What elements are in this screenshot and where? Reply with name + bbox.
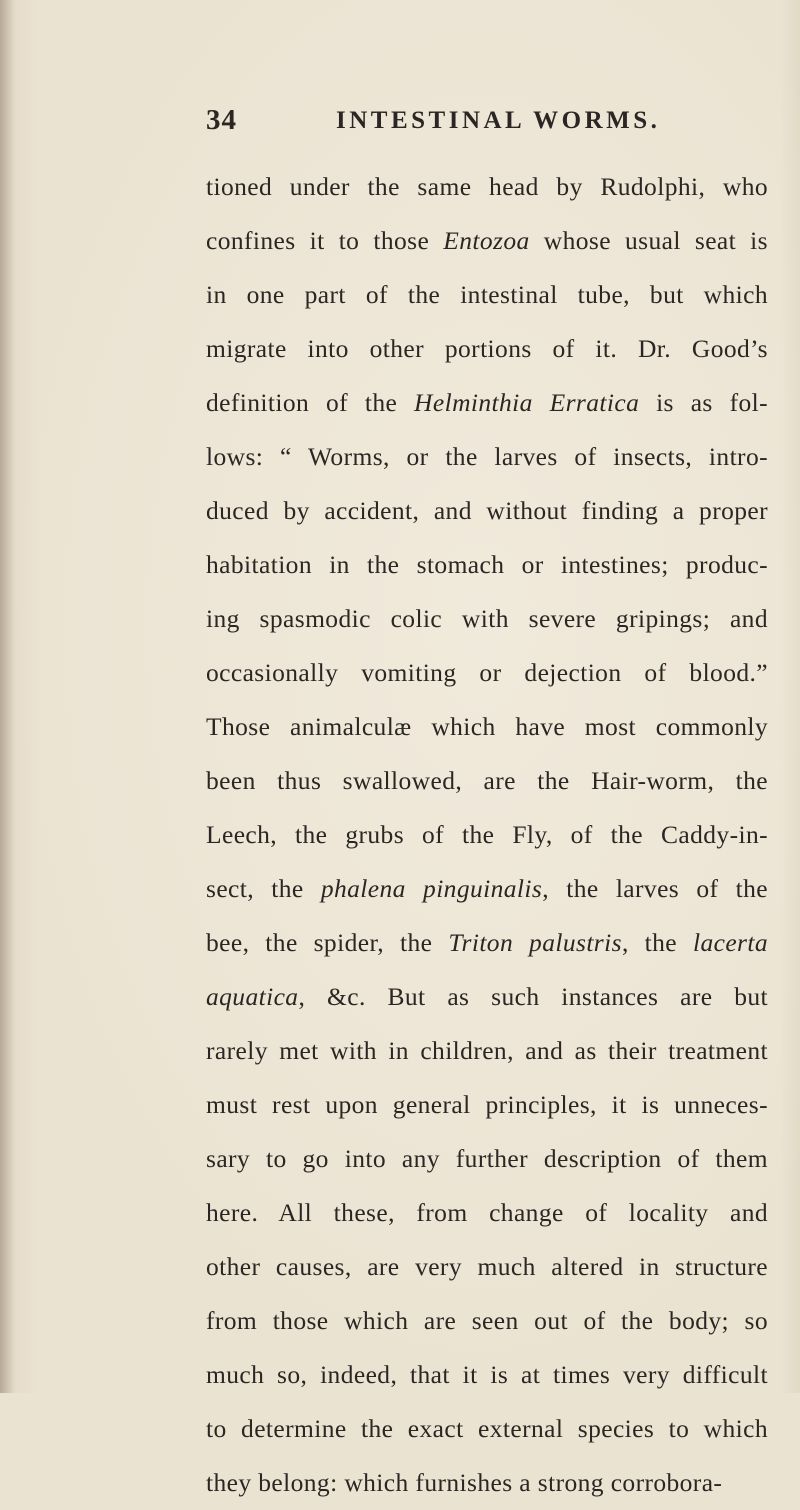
text-segment: migrate into other portions of it. Dr. Good’s xyxy=(206,334,768,363)
text-line xyxy=(206,484,768,538)
text-segment: lows: “ Worms, or the larves of insects, intro- xyxy=(206,442,768,471)
text-segment: sary to go into any further description of them xyxy=(206,1144,768,1173)
text-line xyxy=(206,646,768,700)
italic-text: lacerta xyxy=(692,928,768,957)
text-line xyxy=(206,268,768,322)
text-segment: must rest upon general principles, it is unneces- xyxy=(206,1090,768,1119)
text-segment: confines it to those xyxy=(206,226,444,255)
text-line xyxy=(206,160,768,214)
text-line xyxy=(206,430,768,484)
text-line xyxy=(206,538,768,592)
text-segment: Those animalculæ which have most commonly xyxy=(206,712,768,741)
text-segment: habitation in the stomach or intestines; produc- xyxy=(206,550,768,579)
text-segment: other causes, are very much altered in structure xyxy=(206,1252,768,1281)
page-number: 34 xyxy=(206,104,237,136)
text-line xyxy=(206,916,768,970)
text-line xyxy=(206,754,768,808)
text-segment: Leech, the grubs of the Fly, of the Caddy-in- xyxy=(206,820,768,849)
italic-text: Helminthia Erratica xyxy=(414,388,640,417)
page-edge-shadow xyxy=(0,0,14,1393)
running-head: INTESTINAL WORMS. xyxy=(336,107,661,134)
page-header xyxy=(206,104,766,144)
text-line xyxy=(206,1348,768,1402)
text-line xyxy=(206,1132,768,1186)
text-line xyxy=(206,1240,768,1294)
text-segment: definition of the xyxy=(206,388,415,417)
text-segment: , &c. But as such instances are but xyxy=(298,982,768,1011)
text-line xyxy=(206,376,768,430)
text-segment: is as fol- xyxy=(639,388,769,417)
text-line xyxy=(206,808,768,862)
text-segment: to determine the exact external species to which xyxy=(206,1414,768,1443)
text-line xyxy=(206,1024,768,1078)
text-segment: here. All these, from change of locality and xyxy=(206,1198,768,1227)
text-line xyxy=(206,1402,768,1456)
text-line xyxy=(206,1456,768,1510)
text-segment: sect, the xyxy=(206,874,321,903)
text-segment: they belong: which furnishes a strong corrobora- xyxy=(206,1468,723,1497)
text-segment: occasionally vomiting or dejection of blood.” xyxy=(206,658,768,687)
text-segment: tioned under the same head by Rudolphi, who xyxy=(206,172,768,201)
text-line xyxy=(206,1294,768,1348)
italic-text: Entozoa xyxy=(443,226,530,255)
text-segment: , the xyxy=(621,928,693,957)
text-line xyxy=(206,1186,768,1240)
text-segment: much so, indeed, that it is at times very difficult xyxy=(206,1360,768,1389)
italic-text: aquatica xyxy=(206,982,299,1011)
text-segment: rarely met with in children, and as their treatment xyxy=(206,1036,768,1065)
body-text xyxy=(206,160,768,1510)
text-segment: bee, the spider, the xyxy=(206,928,449,957)
text-line xyxy=(206,1078,768,1132)
text-segment: from those which are seen out of the body; so xyxy=(206,1306,768,1335)
text-line xyxy=(206,700,768,754)
text-segment: ing spasmodic colic with severe gripings; and xyxy=(206,604,768,633)
text-line xyxy=(206,214,768,268)
italic-text: Triton palustris xyxy=(448,928,622,957)
text-segment: , the larves of the xyxy=(542,874,768,903)
text-segment: been thus swallowed, are the Hair-worm, the xyxy=(206,766,768,795)
text-line xyxy=(206,970,768,1024)
text-segment: in one part of the intestinal tube, but which xyxy=(206,280,768,309)
italic-text: phalena pinguinalis xyxy=(320,874,543,903)
text-line xyxy=(206,592,768,646)
text-segment: whose usual seat is xyxy=(529,226,768,255)
text-line xyxy=(206,862,768,916)
text-line xyxy=(206,322,768,376)
text-segment: duced by accident, and without finding a proper xyxy=(206,496,768,525)
